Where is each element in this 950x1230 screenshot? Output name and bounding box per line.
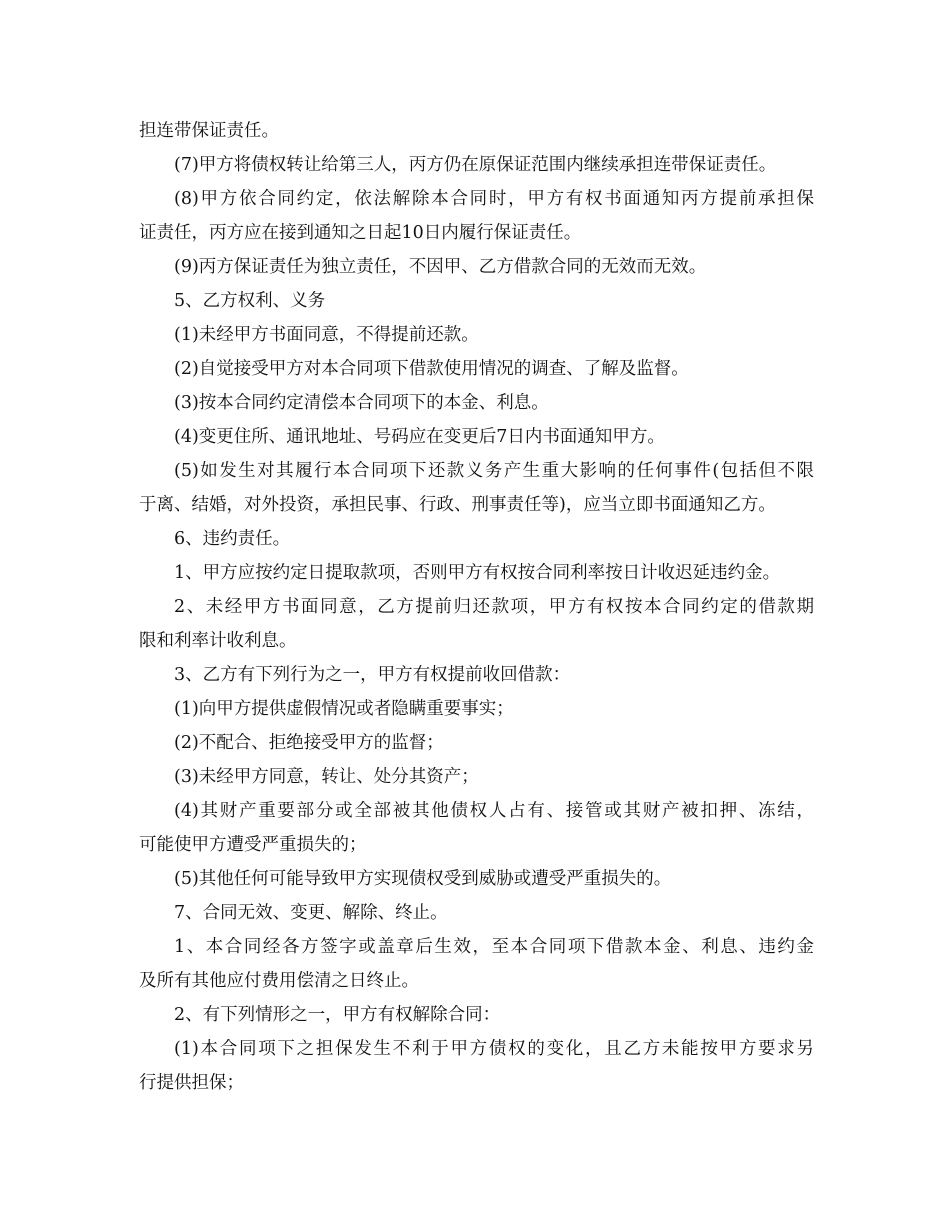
text-line: 3、乙方有下列行为之一，甲方有权提前收回借款：: [174, 665, 571, 685]
contract-text-body: [139, 114, 814, 1100]
text-line: 2、未经甲方书面同意，乙方提前归还款项，甲方有权按本合同约定的借款期: [174, 597, 814, 617]
text-line: (5)如发生对其履行本合同项下还款义务产生重大影响的任何事件(包括但不限: [174, 461, 814, 481]
text-line: 可能使甲方遭受严重损失的；: [139, 835, 367, 855]
text-line: (2)自觉接受甲方对本合同项下借款使用情况的调查、了解及监督。: [174, 359, 689, 379]
text-line: (5)其他任何可能导致甲方实现债权受到威胁或遭受严重损失的。: [174, 869, 672, 889]
text-line: 行提供担保；: [139, 1073, 244, 1093]
text-line: 担连带保证责任。: [139, 121, 279, 141]
text-line: (3)未经甲方同意，转让、处分其资产；: [174, 767, 479, 787]
section-heading: 5、乙方权利、义务: [174, 291, 326, 311]
text-line: (3)按本合同约定清偿本合同项下的本金、利息。: [174, 393, 549, 413]
text-line: (1)向甲方提供虚假情况或者隐瞒重要事实；: [174, 699, 514, 719]
text-line: 于离、结婚，对外投资，承担民事、行政、刑事责任等)，应当立即书面通知乙方。: [139, 495, 776, 515]
text-line: (9)丙方保证责任为独立责任，不因甲、乙方借款合同的无效而无效。: [174, 257, 707, 277]
text-line: 1、本合同经各方签字或盖章后生效，至本合同项下借款本金、利息、违约金: [174, 937, 814, 957]
text-line: (1)未经甲方书面同意，不得提前还款。: [174, 325, 479, 345]
text-line: (4)变更住所、通讯地址、号码应在变更后7日内书面通知甲方。: [174, 427, 665, 447]
text-line: (4)其财产重要部分或全部被其他债权人占有、接管或其财产被扣押、冻结，: [174, 801, 814, 821]
section-heading: 6、违约责任。: [174, 529, 291, 549]
text-line: 1、甲方应按约定日提取款项，否则甲方有权按合同利率按日计收迟延违约金。: [174, 563, 781, 583]
text-line: 限和利率计收利息。: [139, 631, 297, 651]
text-line: 及所有其他应付费用偿清之日终止。: [139, 971, 419, 991]
section-heading: 7、合同无效、变更、解除、终止。: [174, 903, 448, 923]
text-line: (2)不配合、拒绝接受甲方的监督；: [174, 733, 444, 753]
text-line: (7)甲方将债权转让给第三人，丙方仍在原保证范围内继续承担连带保证责任。: [174, 155, 777, 175]
text-line: (8)甲方依合同约定，依法解除本合同时，甲方有权书面通知丙方提前承担保: [174, 189, 814, 209]
text-line: (1)本合同项下之担保发生不利于甲方债权的变化，且乙方未能按甲方要求另: [174, 1039, 814, 1059]
text-line: 2、有下列情形之一，甲方有权解除合同：: [174, 1005, 501, 1025]
text-line: 证责任，丙方应在接到通知之日起10日内履行保证责任。: [139, 223, 582, 243]
